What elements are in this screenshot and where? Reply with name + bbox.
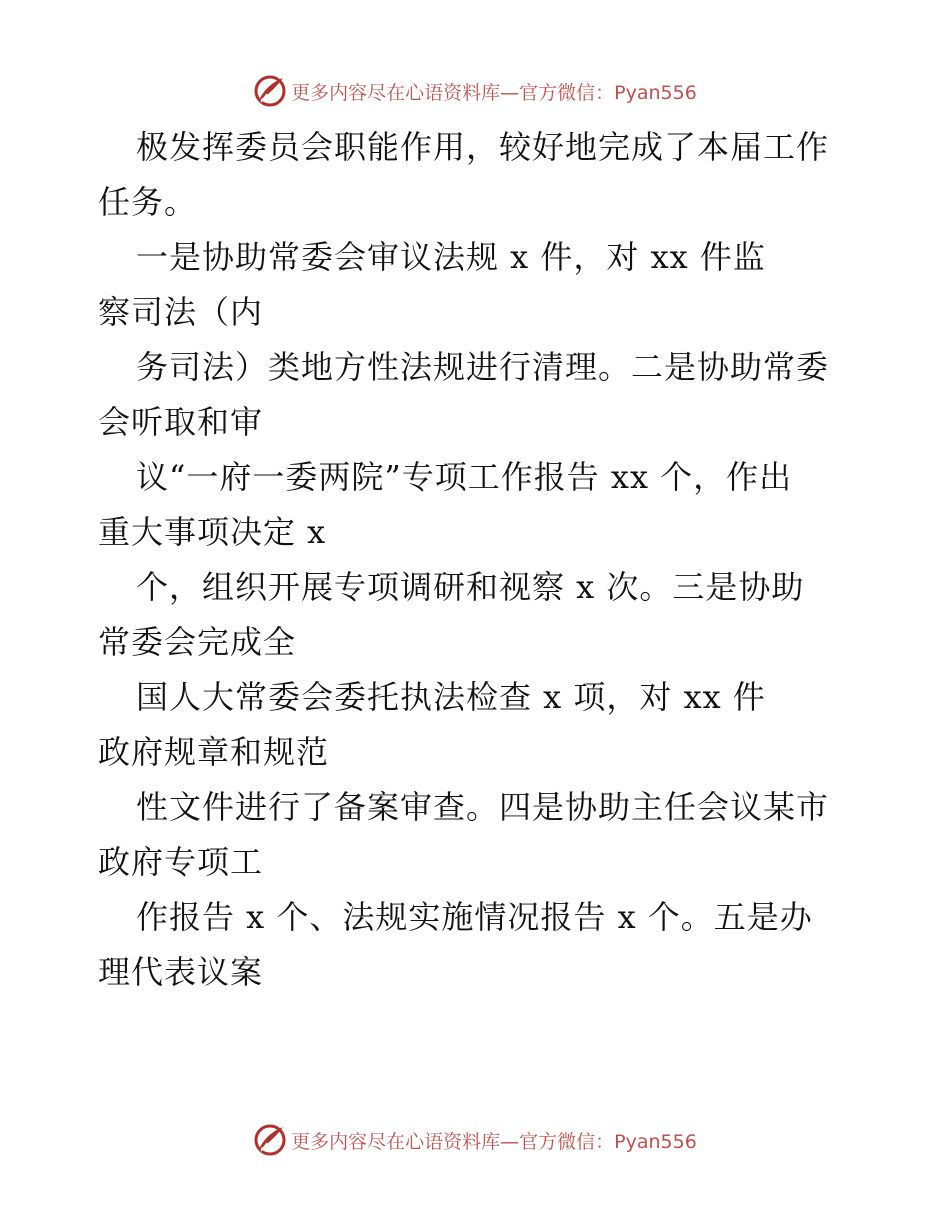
document-body	[98, 120, 858, 1000]
header-banner-text: 更多内容尽在心语资料库—官方微信：Pyan556	[291, 81, 697, 104]
text-line: 察司法（内	[98, 293, 264, 331]
text-line: 理代表议案	[98, 953, 264, 991]
quill-logo-icon	[253, 74, 287, 108]
text-line: 政府规章和规范	[98, 733, 330, 771]
text-line: 会听取和审	[98, 403, 264, 441]
text-line: 常委会完成全	[98, 623, 297, 661]
footer-banner-text: 更多内容尽在心语资料库—官方微信：Pyan556	[291, 1130, 697, 1153]
text-line: 极发挥委员会职能作用，较好地完成了本届工作	[136, 128, 830, 166]
text-line: 国人大常委会委托执法检查 x 项，对 xx 件	[136, 678, 766, 716]
text-line: 性文件进行了备案审查。四是协助主任会议某市	[136, 788, 830, 826]
header-banner	[0, 71, 950, 111]
text-line: 务司法）类地方性法规进行清理。二是协助常委	[136, 348, 830, 386]
quill-logo-icon	[253, 1123, 287, 1157]
text-line: 重大事项决定 x	[98, 513, 327, 551]
text-line: 政府专项工	[98, 843, 264, 881]
text-line: 议“一府一委两院”专项工作报告 xx 个，作出	[136, 458, 793, 496]
footer-banner	[0, 1120, 950, 1160]
text-line: 一是协助常委会审议法规 x 件，对 xx 件监	[136, 238, 766, 276]
text-line: 任务。	[98, 183, 198, 221]
text-line: 个，组织开展专项调研和视察 x 次。三是协助	[136, 568, 805, 606]
text-line: 作报告 x 个、法规实施情况报告 x 个。五是办	[136, 898, 813, 936]
